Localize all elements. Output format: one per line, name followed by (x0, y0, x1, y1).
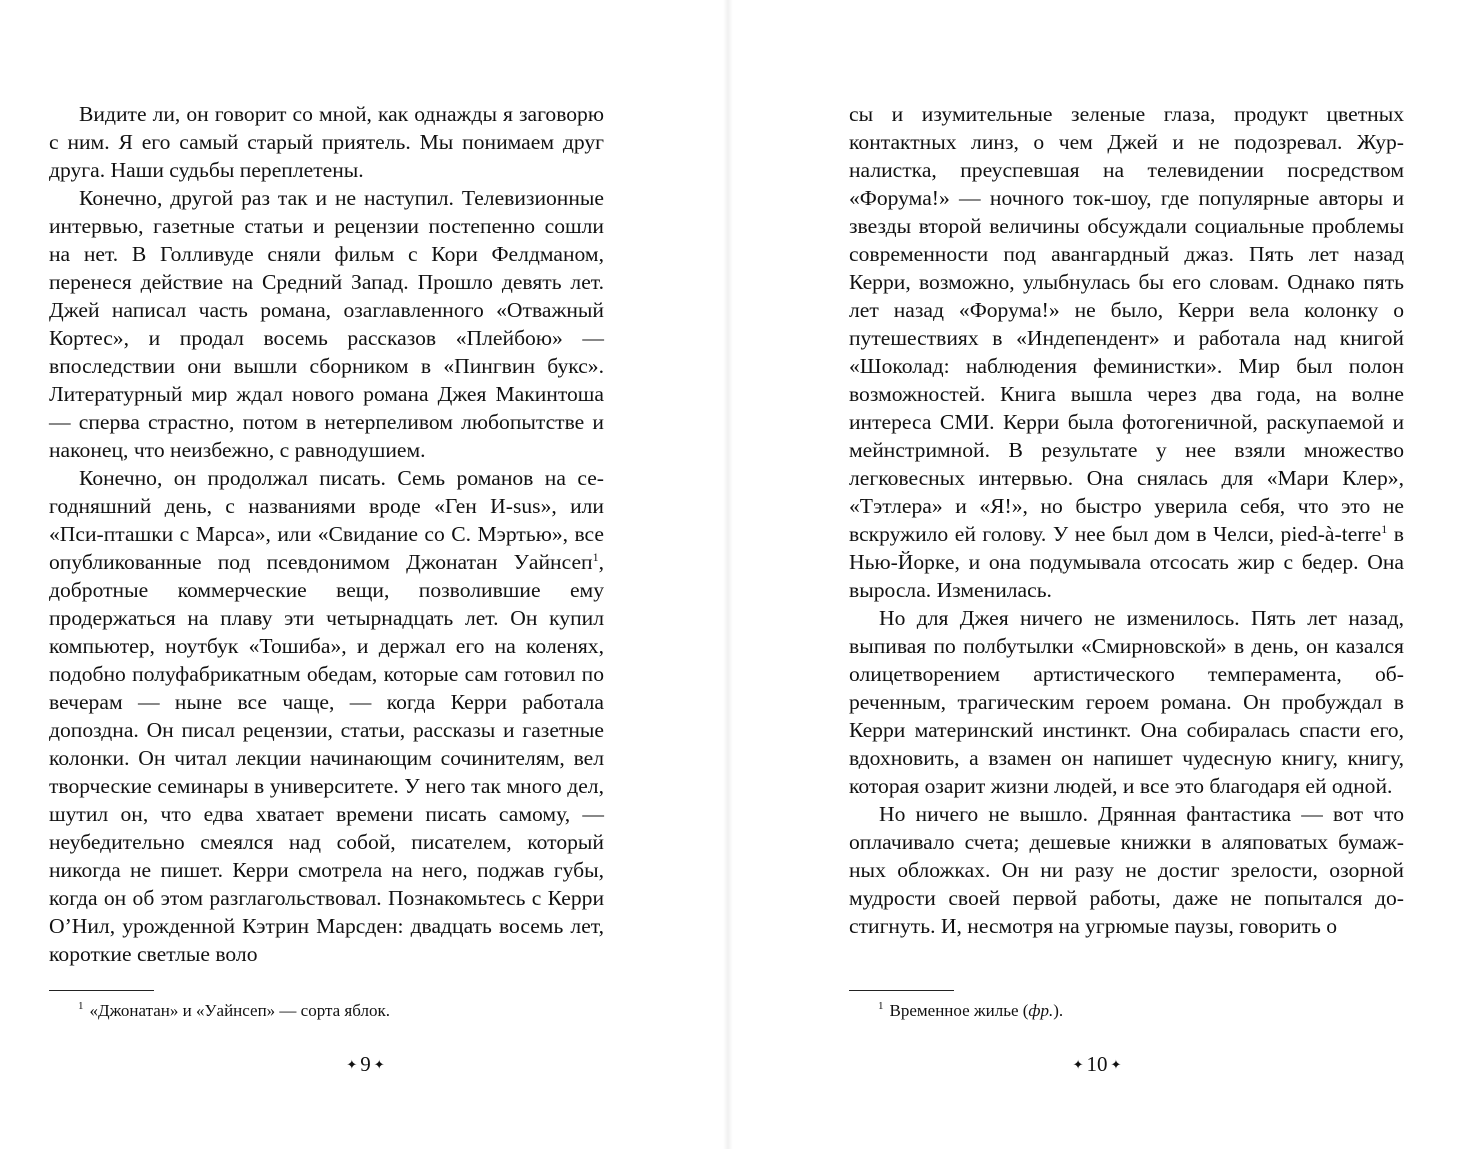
footnote-text: ). (1053, 1001, 1064, 1020)
paragraph (49, 464, 604, 968)
footnote-text: «Джонатан» и «Уайнсеп» — сорта яблок. (89, 1001, 390, 1020)
footnote-reference: 1 (1381, 521, 1388, 536)
footnote-text-italic: фр. (1028, 1001, 1054, 1020)
footnote (78, 1000, 390, 1022)
right-page (731, 0, 1463, 1149)
paragraph-text: сы и изумительные зеленые глаза, продукт цветных контактных линз, о чем Джей и не подозревал. Журналистка, преуспевшая на телевидении посредством «Форума!» — ночного ток-шоу, где популярные авторы и звезды второй величины обсуждали социальные проблемы современности под авангардный джаз. Пять лет назад Керри, возможно, улыбнулась бы его словам. Однако пять лет назад «Форума!» не было, Керри вела колонку о путешествиях в «Индепендент» и работала над книгой «Шоколад: наблюдения феминистки». Мир был полон возможностей. Книга вышла через два года, на волне интереса СМИ. Керри была фотогеничной, раскупаемой и мейнстримной. В результате у нее взяли множество легковесных интервью. Она снялась для «Мари Клер», «Тэтлера» и «Я!», но быстро уверила себя, что это не вскружило ей голову. У нее был дом в Челси, pied-à-terre (849, 102, 1404, 546)
ornament-icon: ✦ (1072, 1058, 1084, 1073)
left-page (0, 0, 731, 1149)
page-number-value: 10 (1086, 1052, 1108, 1076)
footnote-divider (849, 990, 954, 991)
paragraph: Конечно, другой раз так и не наступил. Телевизионные интервью, газетные статьи и рецензии постепенно сошли на нет. В Голливуде сняли фильм с Кори Фелдманом, перенеся действие на Средний Запад. Прошло девять лет. Джей написал часть романа, озаглавленного «Отважный Кортес», и продал восемь рассказов «Плейбою» — впоследствии они вышли сборником в «Пингвин букс». Литературный мир ждал нового романа Джея Макинтоша — сперва страстно, потом в нетерпеливом любопытстве и наконец, что неизбежно, с равнодушием. (49, 186, 604, 462)
ornament-icon: ✦ (346, 1058, 358, 1073)
paragraph-text: , добротные коммерческие вещи, позволившие ему продержаться на плаву эти четырнадцать лет. Он купил компьютер, ноутбук «Тошиба», и держал его на коленях, подобно полуфабрикатным обедам, которые сам готовил по вечерам — ныне все чаще, — когда Керри работала допоздна. Он писал рецензии, статьи, рассказы и газетные колонки. Он читал лекции начинающим сочинителям, вел творческие семинары в университете. У него так много дел, шутил он, что едва хватает времени писать самому, — неубедительно смеялся над собой, писателем, который никогда не пишет. Керри смотрела на него, поджав губы, когда он об этом разглагольствовал. Познакомьтесь с Керри О’Нил, урожденной Кэтрин Марсден: двадцать восемь лет, короткие светлые воло (49, 550, 604, 966)
footnote-text: Временное жилье ( (889, 1001, 1029, 1020)
paragraph: Видите ли, он говорит со мной, как однажды я заговорю с ним. Я его самый старый приятель. Мы понимаем друг друга. Наши судьбы переплетены. (49, 102, 604, 182)
paragraph-text: Конечно, он продолжал писать. Семь романов на сегодняшний день, с названиями вроде «Ген И-sus», или «Пси-пташки с Марса», или «Свидание со С. Мэртью», все опубликованные под псевдонимом Джонатан Уайнсеп (49, 466, 604, 574)
paragraph (849, 100, 1404, 604)
page-number-value: 9 (360, 1052, 371, 1076)
footnote-reference: 1 (592, 549, 599, 564)
paragraph: Но для Джея ничего не изменилось. Пять лет назад, выпивая по полбутылки «Смирновской» в день, он казался олицетворением артистического темперамента, обреченным, трагическим героем романа. Он пробуждал в Керри материнский инстинкт. Она собиралась спасти его, вдохновить, а взамен он напишет чудесную книгу, книгу, которая озарит жизни людей, и все это благодаря ей одной. (849, 606, 1404, 798)
paragraph-text: в Нью-Йорке, и она подумывала отсосать жир с бедер. Она выросла. Изменилась. (849, 522, 1404, 602)
ornament-icon: ✦ (373, 1058, 385, 1073)
page-number (0, 1051, 731, 1079)
footnote (878, 1000, 1063, 1022)
right-page-body (849, 100, 1404, 940)
paragraph: Но ничего не вышло. Дрянная фантастика — вот что оплачивало счета; дешевые книжки в аляповатых бумажных обложках. Он ни разу не достиг зрелости, озорной мудрости своей первой работы, даже не попытался достигнуть. И, несмотря на угрюмые паузы, говорить о (849, 802, 1404, 938)
page-number (731, 1051, 1463, 1079)
ornament-icon: ✦ (1110, 1058, 1122, 1073)
footnote-number: 1 (78, 1000, 84, 1013)
footnote-number: 1 (878, 1000, 884, 1013)
left-page-body (49, 100, 604, 968)
footnote-divider (49, 990, 154, 991)
